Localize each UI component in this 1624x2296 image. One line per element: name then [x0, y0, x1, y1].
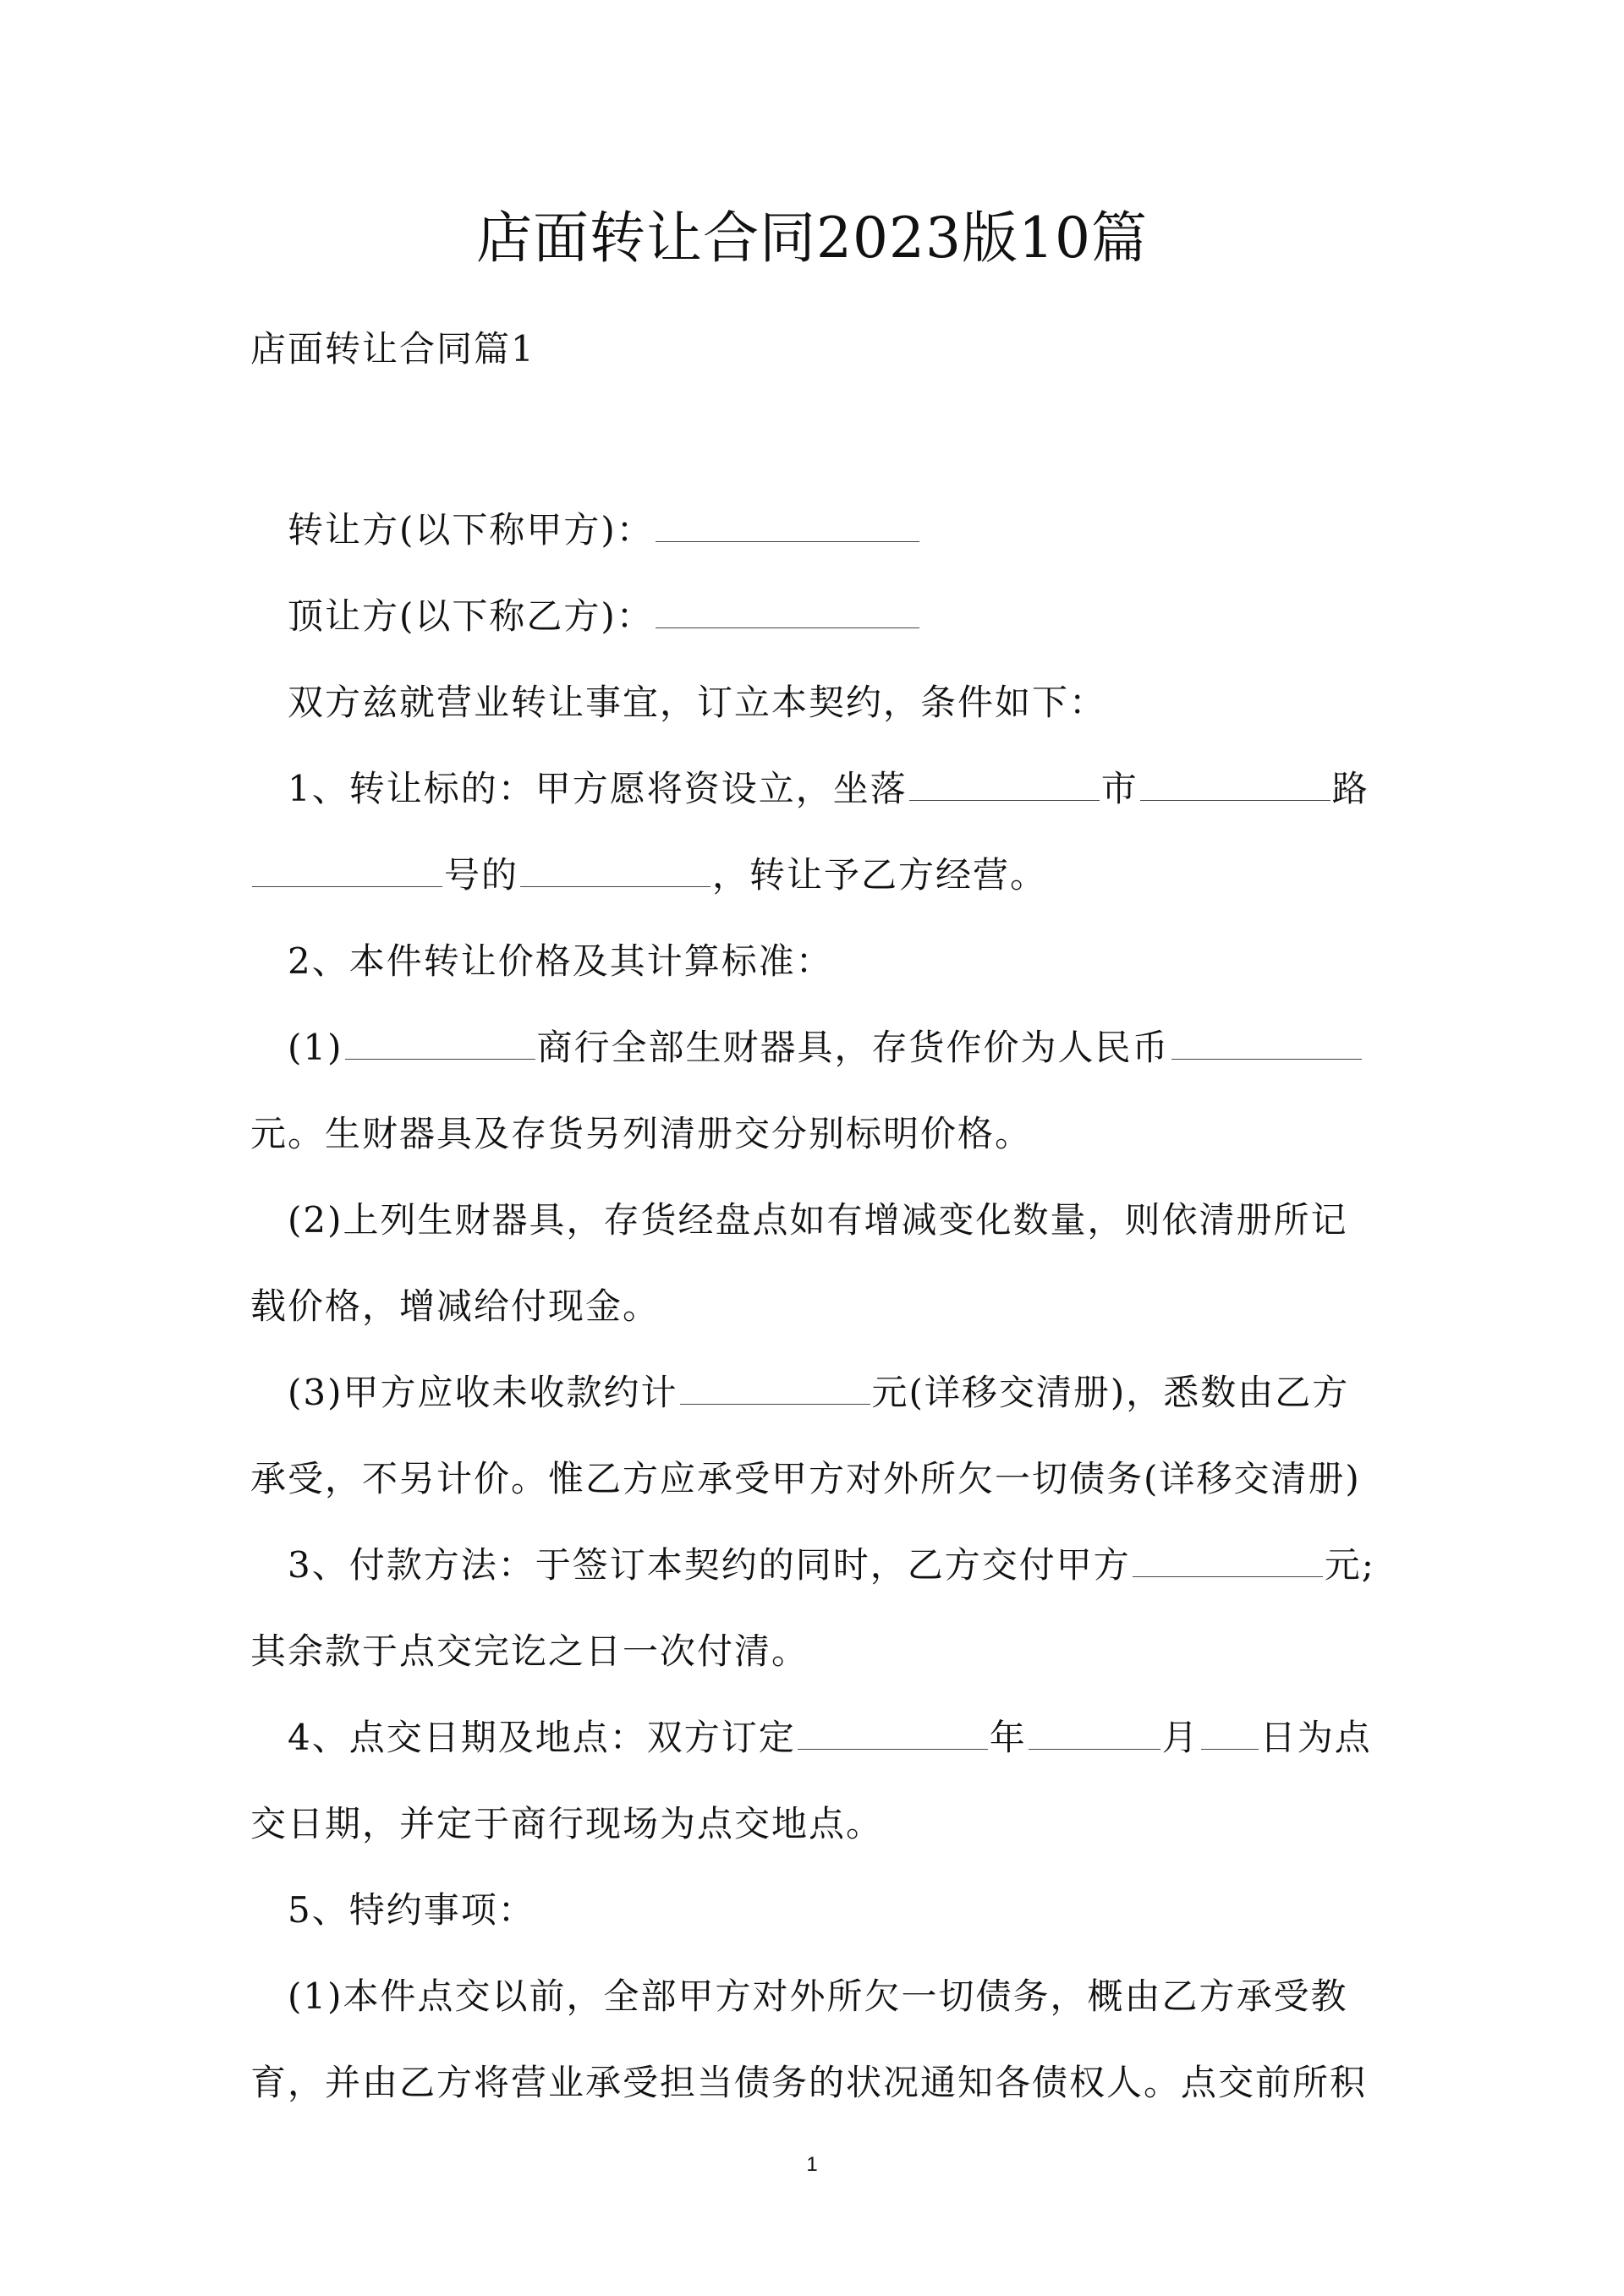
month-label: 月	[1161, 1717, 1199, 1758]
clause-2-1-prefix: (1)	[288, 1027, 343, 1068]
number-label: 号的	[444, 854, 519, 896]
clause-2-1-cont: 元。生财器具及存货另列清册交分别标明价格。	[250, 1113, 1033, 1154]
intro-text: 双方兹就营业转让事宜，订立本契约，条件如下：	[288, 682, 1107, 723]
year-label: 年	[989, 1717, 1027, 1758]
party-a-line	[250, 487, 1375, 573]
party-a-label: 转让方(以下称甲方)：	[288, 509, 654, 551]
city-blank	[909, 775, 1100, 801]
clause-5-line	[250, 1867, 1375, 1954]
party-a-blank	[656, 516, 919, 542]
party-b-label: 顶让方(以下称乙方)：	[288, 595, 654, 637]
day-blank	[1201, 1723, 1259, 1750]
clause-2-2-cont: 载价格，增减给付现金。	[250, 1285, 661, 1327]
clause-2-3-line	[250, 1350, 1375, 1436]
clause-2-3-text-b: 元(详移交清册)，悉数由乙方	[871, 1372, 1350, 1413]
clause-3-end: 元;	[1324, 1544, 1375, 1586]
price-blank	[1171, 1033, 1362, 1060]
city-label: 市	[1100, 768, 1138, 809]
clause-2-2-line	[250, 1177, 1375, 1263]
clause-5-1-text: (1)本件点交以前，全部甲方对外所欠一切债务，概由乙方承受教	[288, 1975, 1348, 2017]
clause-2-line	[250, 918, 1375, 1005]
clause-2-1-text: 商行全部生财器具，存货作价为人民币	[536, 1027, 1170, 1068]
clause-2-2-cont-line	[250, 1263, 1375, 1350]
clause-5-1-cont: 育，并由乙方将营业承受担当债务的状况通知各债权人。点交前所积	[250, 2062, 1368, 2103]
clause-2-1-cont-line	[250, 1091, 1375, 1177]
clause-3-cont-line	[250, 1608, 1375, 1695]
road-blank	[1140, 775, 1330, 801]
section-heading: 店面转让合同篇1	[250, 328, 535, 370]
clause-5-1-line	[250, 1954, 1375, 2040]
clause-2-2-text: (2)上列生财器具，存货经盘点如有增减变化数量，则依清册所记	[288, 1199, 1348, 1241]
clause-5-1-cont-line	[250, 2040, 1375, 2126]
shop-name-blank	[520, 861, 710, 887]
clause-3-line	[250, 1522, 1375, 1608]
clause-4-text: 4、点交日期及地点：双方订定	[288, 1717, 796, 1758]
clause-1-end: ，转让予乙方经营。	[712, 854, 1048, 896]
contract-body	[250, 487, 1375, 2126]
clause-4-cont-line	[250, 1781, 1375, 1867]
day-label: 日为点	[1259, 1717, 1372, 1758]
document-title: 店面转让合同2023版10篇	[476, 205, 1148, 271]
clause-4-line	[250, 1695, 1375, 1781]
month-blank	[1029, 1723, 1160, 1750]
intro-line	[250, 660, 1375, 746]
clause-5-text: 5、特约事项：	[288, 1889, 535, 1931]
clause-3-text: 3、付款方法：于签订本契约的同时，乙方交付甲方	[288, 1544, 1131, 1586]
road-label: 路	[1331, 768, 1369, 809]
payment-blank	[1133, 1551, 1323, 1577]
party-b-line	[250, 573, 1375, 660]
clause-2-3-cont: 承受，不另计价。惟乙方应承受甲方对外所欠一切债务(详移交清册)	[250, 1458, 1361, 1499]
clause-2-3-text: (3)甲方应收未收款约计	[288, 1372, 678, 1413]
number-blank	[252, 861, 442, 887]
clause-1-text: 1、转让标的：甲方愿将资设立，坐落	[288, 768, 908, 809]
page-number: 1	[806, 2153, 818, 2176]
party-b-blank	[656, 602, 919, 628]
clause-2-3-cont-line	[250, 1436, 1375, 1522]
receivable-blank	[680, 1378, 870, 1405]
clause-3-cont: 其余款于点交完讫之日一次付清。	[250, 1630, 809, 1672]
clause-2-text: 2、本件转让价格及其计算标准：	[288, 940, 833, 982]
clause-2-1-line	[250, 1005, 1375, 1091]
year-blank	[798, 1723, 988, 1750]
clause-1-line	[250, 746, 1375, 832]
firm-name-blank	[345, 1033, 535, 1060]
clause-1-cont-line	[250, 832, 1375, 918]
clause-4-cont: 交日期，并定于商行现场为点交地点。	[250, 1803, 884, 1844]
